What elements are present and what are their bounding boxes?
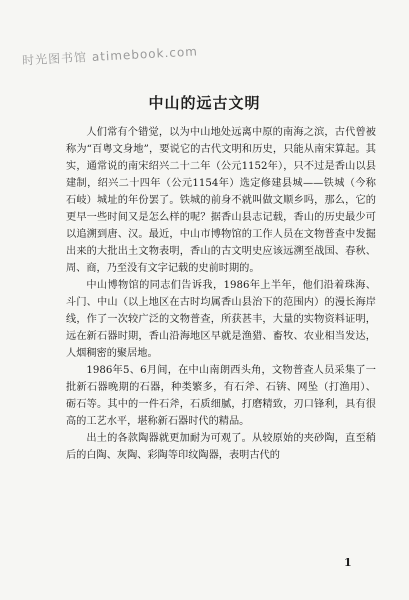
paragraph: 中山博物馆的同志们告诉我，1986年上半年，他们沿着珠海、斗门、中山（以上地区在古时均属香山县治下的范围内）的漫长海岸线，作了一次较广泛的文物普查，所获甚丰，大量的实物资料证明，远在新石器时期，香山沿海地区早就是渔猎、畜牧、农业相当发达，人烟稠密的聚居地。 xyxy=(66,280,376,359)
body-text xyxy=(66,124,376,464)
chapter-title: 中山的远古文明 xyxy=(148,94,261,112)
paragraph: 人们常有个错觉，以为中山地处远离中原的南海之滨，古代曾被称为“百粤文身地”，要说它的古代文明和历史，只能从南宋算起。其实，通常说的南宋绍兴二十二年（公元1152年），只不过是香山以县建制，绍兴二十四年（公元1154年）选定修建县城——铁城（今称石岐）城址的年份罢了。铁城的前身不就叫做文顺乡吗，那么，它的更早一些时间又是怎么样的呢？据香山县志记载，香山的历史最少可以追溯到唐、汉。最近，中山市博物馆的工作人员在文物普查中发掘出来的大批出土文物表明，香山的古文明史应该远溯至战国、春秋、周、商，乃至没有文字记载的史前时期的。 xyxy=(66,127,376,274)
watermark-text: 时光图书馆 atimebook.com xyxy=(21,44,199,68)
page-number: 1 xyxy=(344,556,352,569)
paragraph: 1986年5、6月间，在中山南朗西头角，文物普查人员采集了一批新石器晚期的石器，种类繁多，有石斧、石锛、网坠（打渔用）、砺石等。其中的一件石斧，石质细腻，打磨精致，刃口锋利，具有很高的工艺水平，堪称新石器时代的精品。 xyxy=(66,365,376,427)
paragraph: 出土的各款陶器就更加耐为可观了。从较原始的夹砂陶，直至稍后的白陶、灰陶、彩陶等印纹陶器，表明古代的 xyxy=(66,433,376,461)
